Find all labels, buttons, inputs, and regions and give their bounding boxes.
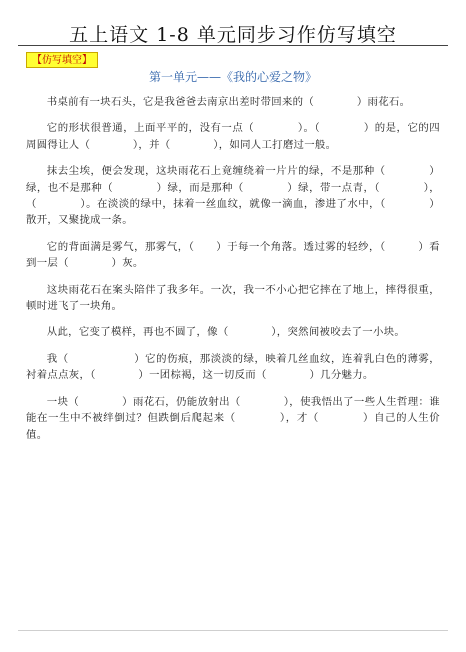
title-divider: [18, 45, 448, 46]
paragraph-7: 我（ ）它的伤痕，那淡淡的绿，映着几丝血纹，连着乳白色的薄雾，衬着点点灰，（ ）一团棕褐，这一切反而（ ）几分魅力。: [26, 352, 440, 382]
unit-title: 第一单元——《我的心爱之物》: [148, 70, 317, 84]
paragraph-8: 一块（ ）雨花石，仍能放射出（ ），使我悟出了一些人生哲理：谁能在一生中不被绊倒过？但跌倒后爬起来（ ），才（ ）自己的人生价值。: [26, 395, 440, 441]
page-title: 五上语文 1-8 单元同步习作仿写填空: [69, 24, 397, 46]
paragraph-2: 它的形状很普通，上面平平的，没有一点（ ）。（ ）的是，它的四周圆得让人（ ），并（ ），如同人工打磨过一般。: [26, 122, 440, 151]
paragraph-6: 从此，它变了模样，再也不圆了，像（ ），突然间被咬去了一小块。: [46, 326, 406, 339]
paragraph-4: 它的背面满是雾气，那雾气，（ ）于每一个角落。透过雾的轻纱，（ ）看到一层（ ）灰。: [26, 240, 440, 270]
paragraph-3: 抹去尘埃，便会发现，这块雨花石上竟缠绕着一片片的绿，不是那种（ ）绿，也不是那种（ ）绿，而是那种（ ）绿，带一点青，（ ），（ ）。在淡淡的绿中，抹着一丝血纹，就像一滴血，渗进了水中，（ ）散开，又聚拢成一条。: [26, 165, 440, 227]
paragraph-5: 这块雨花石在案头陪伴了我多年。一次，我一不小心把它摔在了地上，摔得很重，顿时迸飞了一块角。: [26, 283, 440, 313]
section-tag: 【仿写填空】: [26, 52, 98, 68]
paragraph-1: 书桌前有一块石头，它是我爸爸去南京出差时带回来的（ ）雨花石。: [46, 96, 411, 108]
essay-body: [26, 94, 440, 453]
bottom-divider: [18, 630, 448, 631]
